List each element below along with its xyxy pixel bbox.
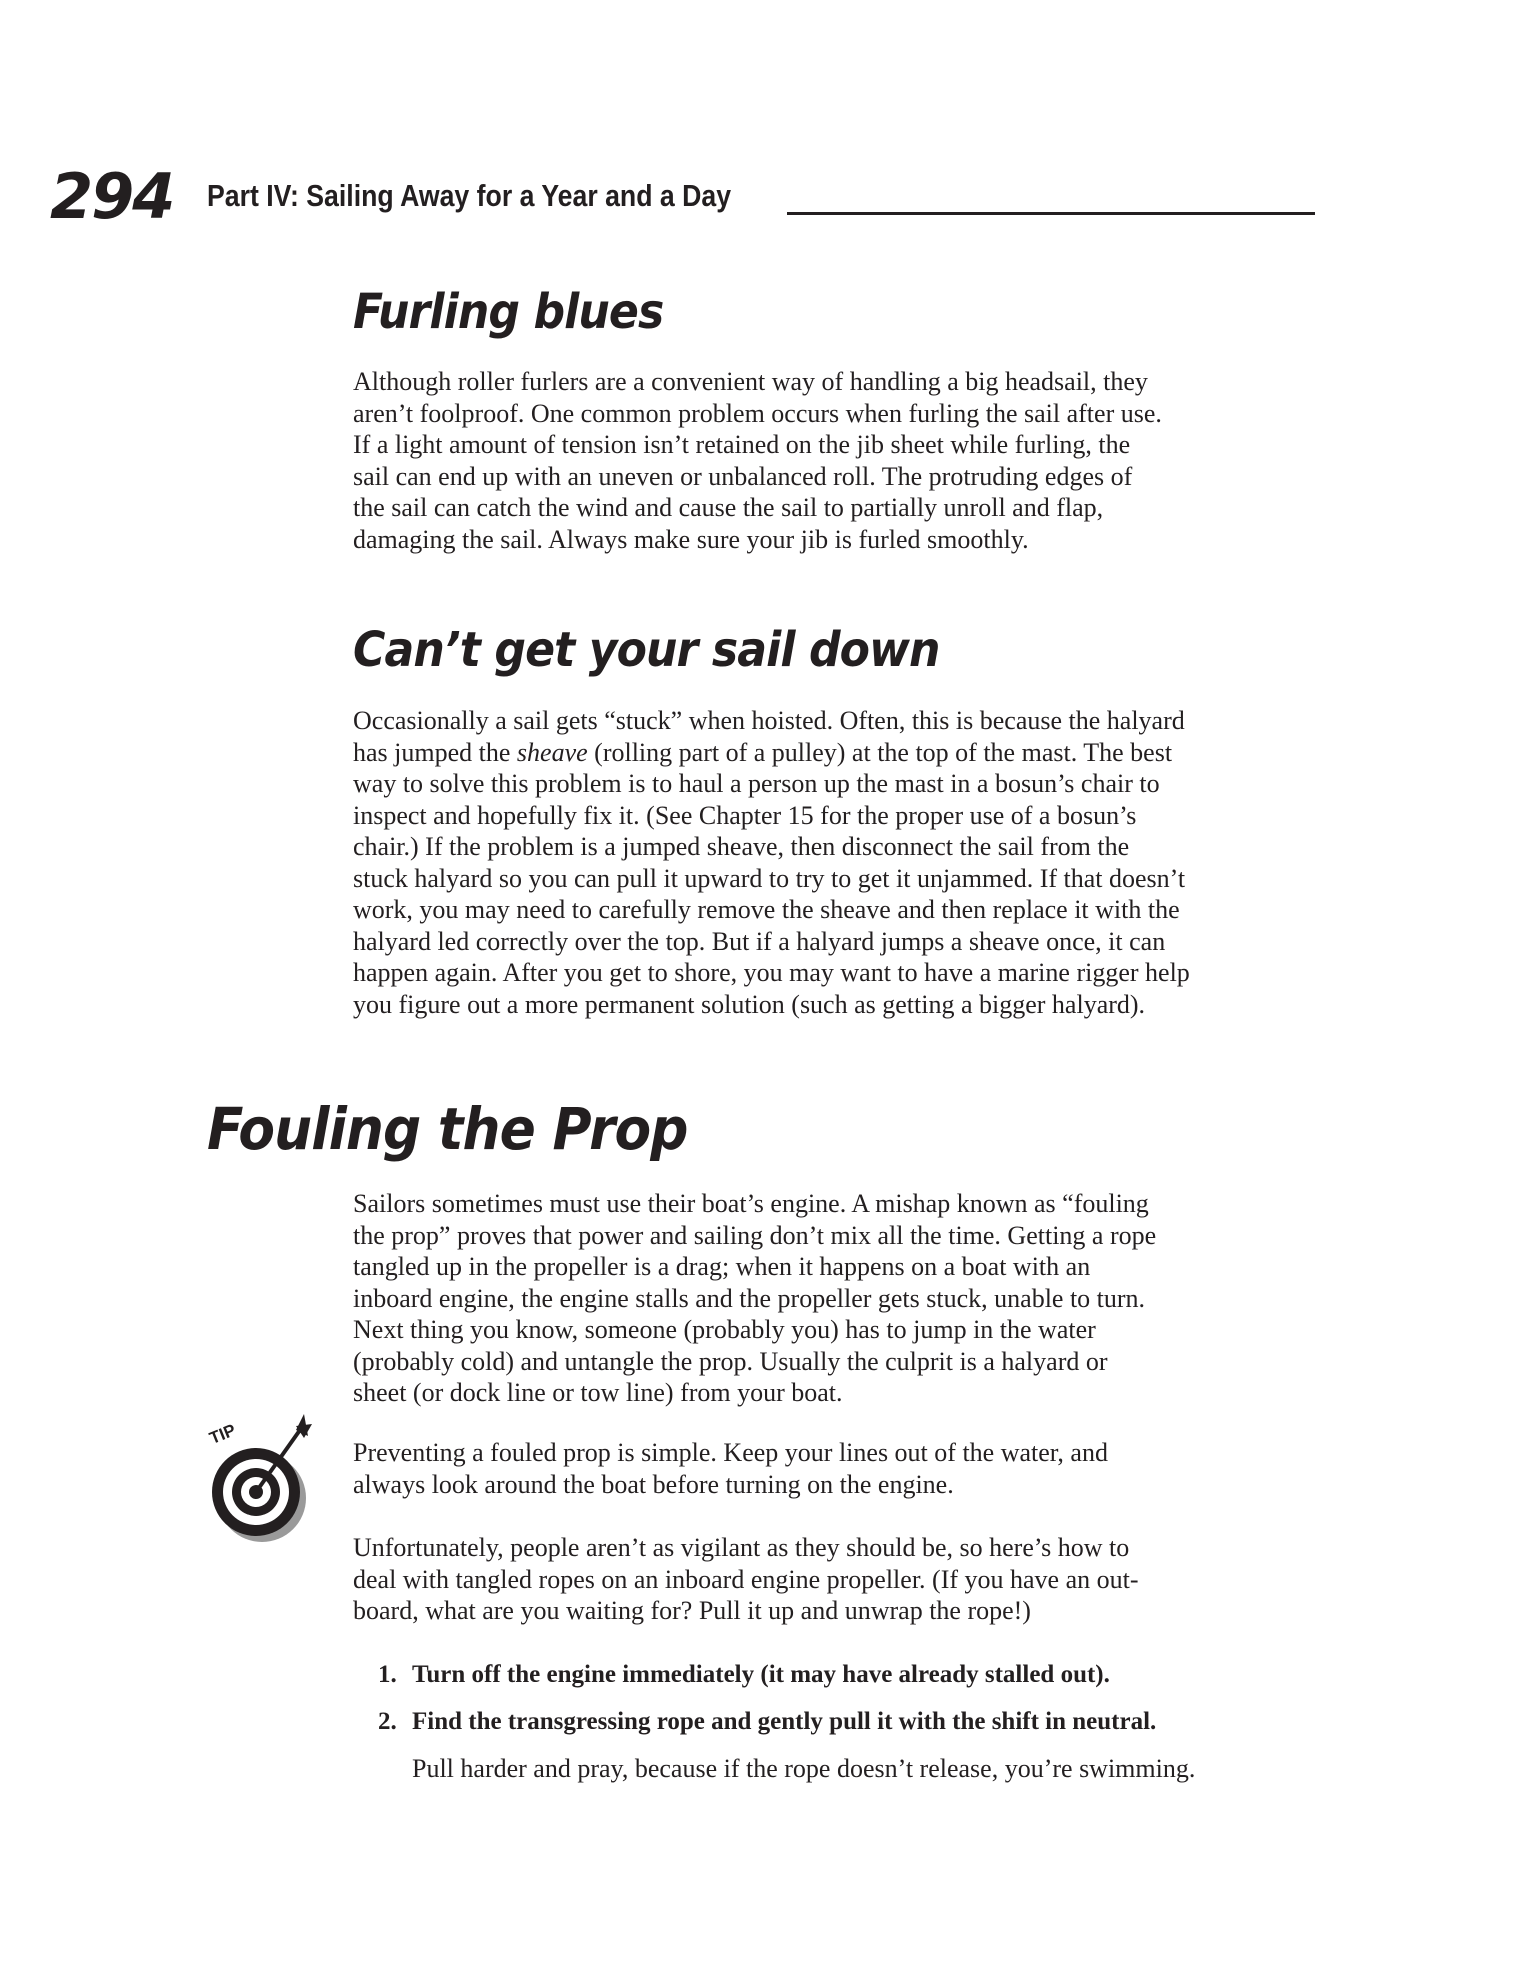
text-line: stuck halyard so you can pull it upward to try to get it unjammed. If that doesn’t <box>353 863 1186 893</box>
term-sheave: sheave <box>516 737 588 767</box>
page-number: 294 <box>50 160 174 233</box>
paragraph-fouling-intro <box>353 1188 1333 1409</box>
text-line: sail can end up with an uneven or unbalanced roll. The protruding edges of <box>353 461 1133 491</box>
step-number: 1. <box>378 1661 397 1688</box>
text-line: tangled up in the propeller is a drag; when it happens on a boat with an <box>353 1252 1091 1281</box>
text-line: (probably cold) and untangle the prop. Usually the culprit is a halyard or <box>353 1346 1108 1376</box>
text-line: chair.) If the problem is a jumped sheave, then disconnect the sail from the <box>353 832 1130 861</box>
text-line: always look around the boat before turning on the engine. <box>353 1469 954 1499</box>
text-line: inboard engine, the engine stalls and the propeller gets stuck, unable to turn. <box>353 1283 1146 1313</box>
paragraph-tip <box>353 1437 1333 1500</box>
step-number: 2. <box>378 1708 397 1735</box>
header-rule <box>787 212 1315 215</box>
text-line: happen again. After you get to shore, you may want to have a marine rigger help <box>353 958 1190 987</box>
paragraph-sail-down <box>353 705 1333 1020</box>
paragraph-furling-blues <box>353 366 1333 555</box>
part-title: Part IV: Sailing Away for a Year and a Day <box>207 178 732 213</box>
step-1 <box>378 1659 1338 1691</box>
text-line: Although roller furlers are a convenient way of handling a big headsail, they <box>353 367 1148 396</box>
tip-target-icon <box>200 1402 320 1542</box>
text-fragment: has jumped the <box>353 737 517 767</box>
text-line: you figure out a more permanent solution (such as getting a bigger halyard). <box>353 989 1146 1019</box>
text-line: halyard led correctly over the top. But if a halyard jumps a sheave once, it can <box>353 926 1166 956</box>
text-line: Sailors sometimes must use their boat’s engine. A mishap known as “fouling <box>353 1189 1149 1218</box>
text-line: work, you may need to carefully remove the sheave and then replace it with the <box>353 895 1180 924</box>
text-line: the prop” proves that power and sailing don’t mix all the time. Getting a rope <box>353 1220 1157 1250</box>
text-line: Unfortunately, people aren’t as vigilant as they should be, so here’s how to <box>353 1533 1130 1562</box>
heading-furling-blues: Furling blues <box>353 284 664 340</box>
text-line: Preventing a fouled prop is simple. Keep your lines out of the water, and <box>353 1438 1108 1467</box>
text-line: inspect and hopefully fix it. (See Chapter 15 for the proper use of a bosun’s <box>353 800 1137 830</box>
heading-sail-down: Can’t get your sail down <box>353 622 940 678</box>
running-head <box>50 162 1315 232</box>
text-line: sheet (or dock line or tow line) from your boat. <box>353 1378 843 1407</box>
text-line: aren’t foolproof. One common problem occurs when furling the sail after use. <box>353 398 1162 428</box>
step-text: Turn off the engine immediately (it may have already stalled out). <box>412 1661 1110 1688</box>
text-line <box>353 737 1333 769</box>
tip-label: TIP <box>206 1420 239 1448</box>
step-text: Find the transgressing rope and gently pull it with the shift in neutral. <box>412 1708 1157 1735</box>
text-line: deal with tangled ropes on an inboard engine propeller. (If you have an out- <box>353 1564 1139 1594</box>
paragraph-tangled-ropes <box>353 1532 1333 1627</box>
text-line: the sail can catch the wind and cause the sail to partially unroll and flap, <box>353 493 1104 522</box>
heading-fouling-the-prop: Fouling the Prop <box>207 1095 688 1163</box>
text-line: board, what are you waiting for? Pull it up and unwrap the rope!) <box>353 1596 1031 1625</box>
text-line: damaging the sail. Always make sure your jib is furled smoothly. <box>353 524 1029 554</box>
text-line: way to solve this problem is to haul a person up the mast in a bosun’s chair to <box>353 769 1160 798</box>
step-2 <box>378 1706 1338 1738</box>
text-line: Occasionally a sail gets “stuck” when hoisted. Often, this is because the halyard <box>353 706 1185 735</box>
text-line: Next thing you know, someone (probably you) has to jump in the water <box>353 1315 1096 1344</box>
text-fragment: (rolling part of a pulley) at the top of the mast. The best <box>587 737 1173 767</box>
step-2-detail: Pull harder and pray, because if the rope doesn’t release, you’re swimming. <box>412 1754 1196 1783</box>
text-line: If a light amount of tension isn’t retained on the jib sheet while furling, the <box>353 430 1131 459</box>
